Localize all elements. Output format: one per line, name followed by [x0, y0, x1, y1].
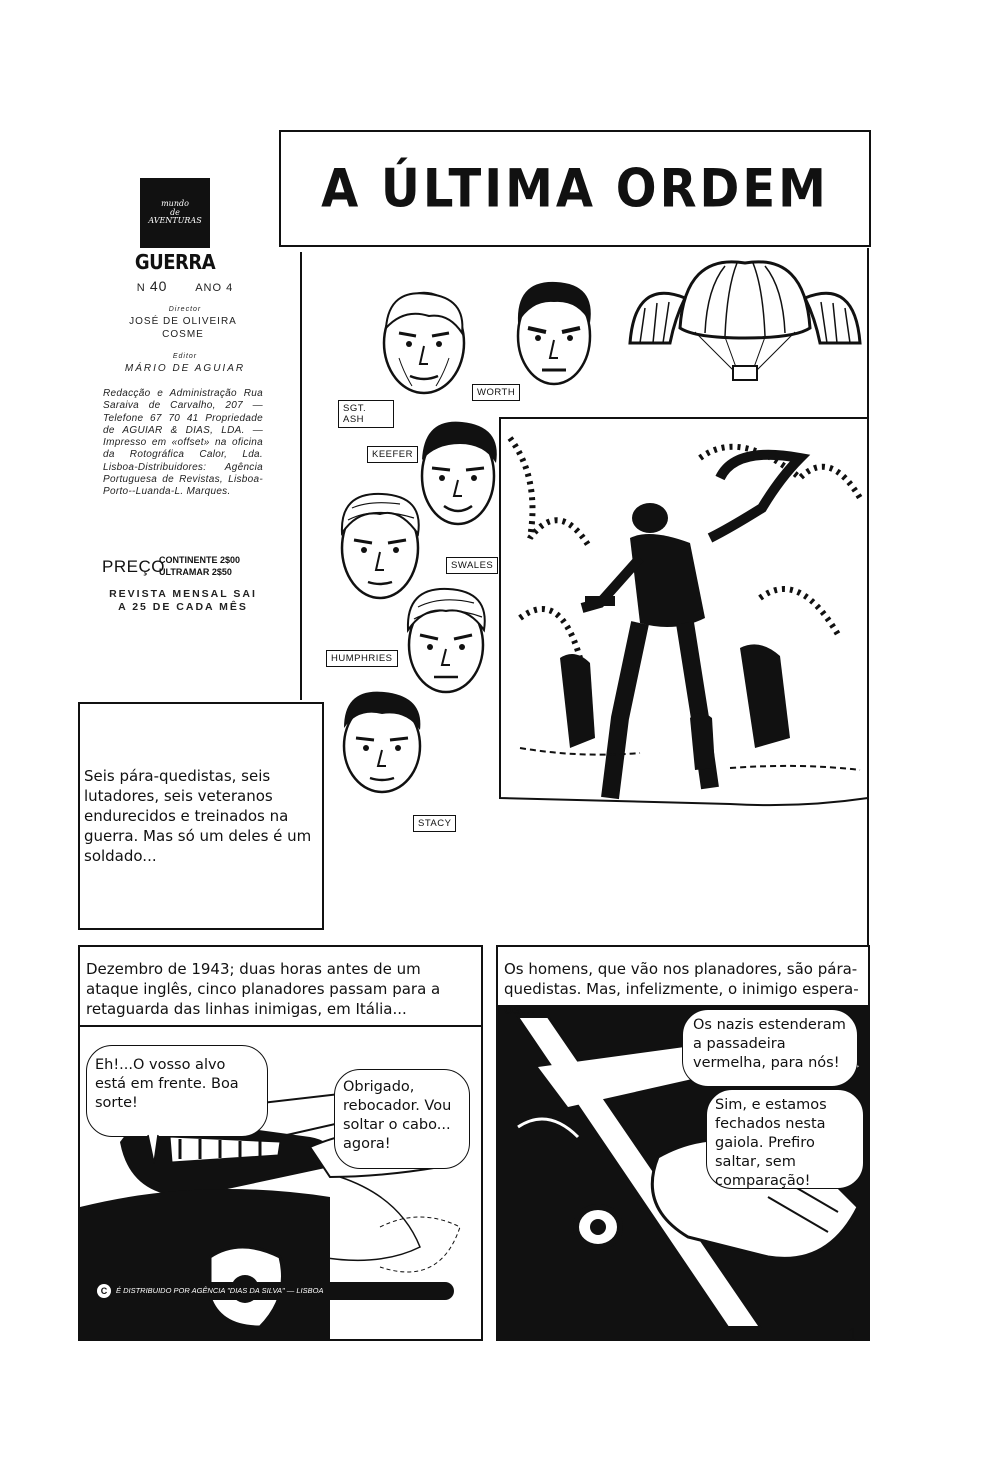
price-ultramar: ULTRAMAR 2$50	[159, 567, 232, 577]
frequency-text: REVISTA MENSAL SAI A 25 DE CADA MÊS	[109, 588, 257, 613]
speech-bubble-bottom: Sim, e estamos fechados nesta gaiola. Prefiro saltar, sem comparação!	[706, 1089, 864, 1189]
paratroopers-illustration	[500, 418, 868, 838]
label-stacy: STACY	[413, 815, 456, 832]
parachutes-illustration	[625, 258, 865, 388]
panel3-caption-box	[498, 947, 869, 1018]
panel3-caption: Os homens, que vão nos planadores, são pára-quedistas. Mas, infelizmente, o inimigo espera-os...	[504, 960, 859, 1018]
speech-bubble-right: Obrigado, rebocador. Vou soltar o cabo... agora!	[334, 1069, 470, 1169]
magazine-logo	[140, 178, 210, 248]
editor-name: MÁRIO DE AGUIAR	[124, 363, 246, 374]
bubble-tail-left	[144, 1135, 164, 1165]
face-worth	[508, 278, 600, 390]
logo-mid-text: de	[170, 207, 180, 217]
intro-caption: Seis pára-quedistas, seis lutadores, seis veteranos endurecidos e treinados na guerra. Mas só um deles é um soldado...	[84, 767, 312, 865]
credit-text: É DISTRIBUIDO POR AGÊNCIA "DIAS DA SILVA" — LISBOA	[116, 1286, 324, 1295]
label-keefer: KEEFER	[367, 446, 418, 463]
panel2-caption: Dezembro de 1943; duas horas antes de um ataque inglês, cinco planadores passam para a retaguarda das linhas inimigas, em Itália...	[86, 960, 441, 1018]
panel-border-left	[300, 252, 302, 700]
intro-caption-box	[78, 702, 324, 930]
logo-bottom-text: AVENTURAS	[148, 216, 202, 226]
director-role: Director	[168, 306, 202, 313]
issue-line	[100, 280, 270, 295]
title-box	[279, 130, 871, 247]
credit-banner	[94, 1282, 454, 1300]
price-continente: CONTINENTE 2$00	[159, 555, 241, 565]
label-worth: WORTH	[472, 384, 520, 401]
speech-bubble-top: Os nazis estenderam a passadeira vermelha, para nós!	[682, 1009, 858, 1087]
issue-number: 40	[149, 278, 168, 294]
panel2-caption-box	[80, 947, 481, 1027]
director-name: JOSÉ DE OLIVEIRA COSME	[129, 316, 237, 340]
imprint-text: Redacção e Administração Rua Saraiva de Carvalho, 207 — Telefone 67 70 41 Propriedade de AGUIAR & DIAS, LDA. — Impresso em «offset» na oficina da Rotográfica Calor, Lda. Lisboa-Distribuidores: Agência Portuguesa de Revistas, Lisboa-Porto--Luanda-L. Marques.	[103, 388, 263, 498]
logo-top-text: mundo	[161, 198, 189, 208]
series-name: GUERRA	[134, 250, 216, 275]
page-number: 1	[848, 1325, 859, 1344]
editor-role: Editor	[172, 353, 198, 360]
label-sgt-ash: SGT. ASH	[338, 400, 394, 428]
copyright-icon: C	[97, 1284, 111, 1298]
panel-tow-plane	[78, 945, 483, 1341]
issue-label: N	[136, 282, 146, 294]
price-block	[102, 553, 262, 583]
face-humphries	[398, 585, 494, 697]
panel-gliders	[496, 945, 870, 1341]
face-stacy	[330, 686, 430, 798]
label-swales: SWALES	[446, 557, 498, 574]
price-label: PREÇO	[102, 557, 165, 576]
face-sgt-ash	[374, 288, 474, 403]
label-humphries: HUMPHRIES	[326, 650, 398, 667]
page-title: A ÚLTIMA ORDEM	[321, 157, 829, 220]
year-label: ANO 4	[195, 282, 234, 294]
speech-bubble-left: Eh!...O vosso alvo está em frente. Boa sorte!	[86, 1045, 268, 1137]
